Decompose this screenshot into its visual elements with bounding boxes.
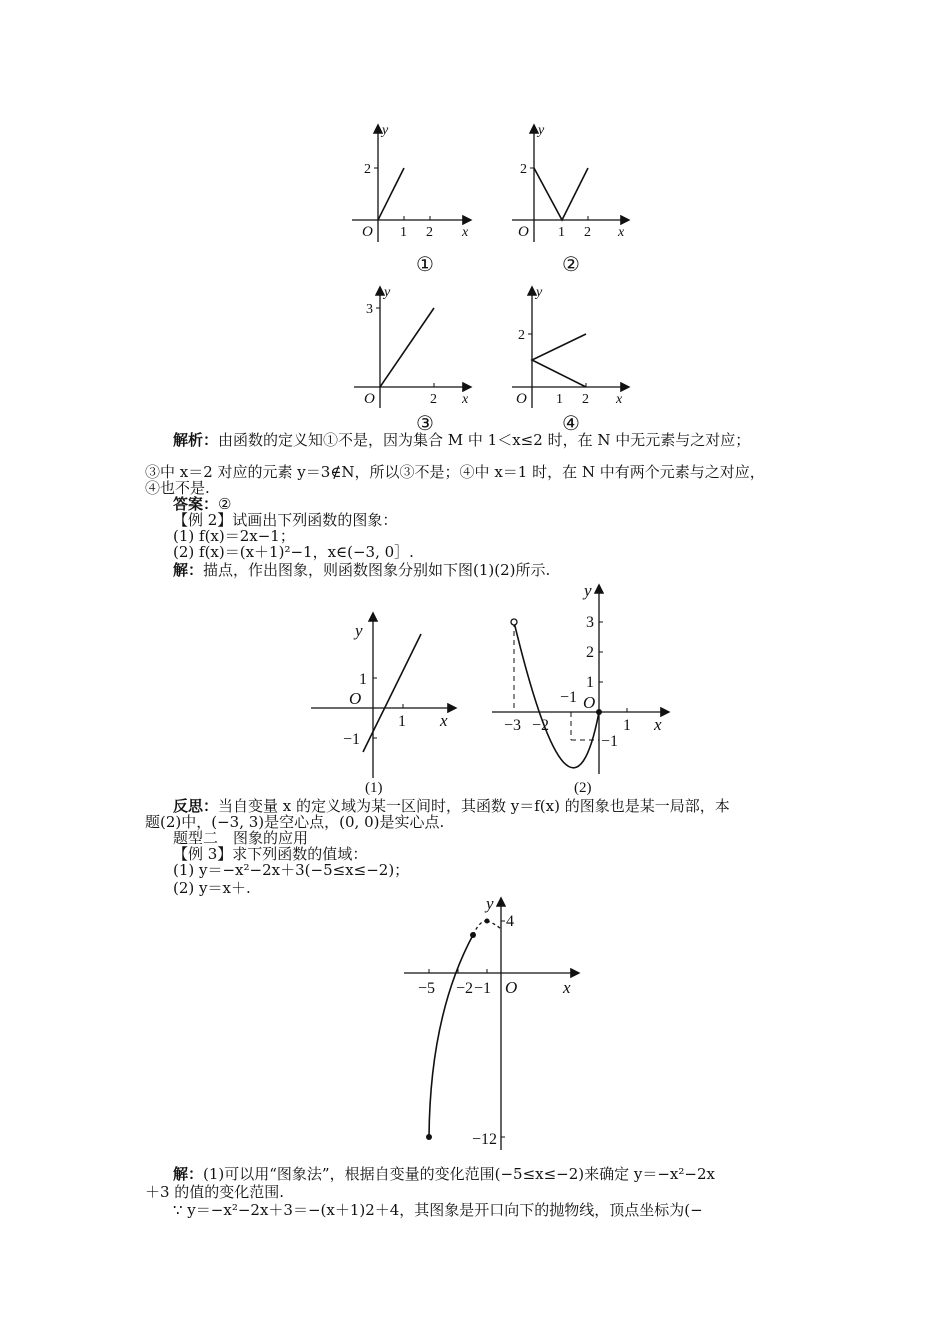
example-3-title: 【例 3】求下列函数的值域： — [173, 845, 368, 863]
svg-text:(2): (2) — [574, 780, 592, 796]
caption-2: ② — [562, 252, 580, 276]
reflection-line-2: 题(2)中，(−3, 3)是空心点，(0, 0)是实心点. — [145, 813, 445, 831]
solution-3-line-3: ∵ y＝−x²−2x＋3＝−(x＋1)2＋4，其图象是开口向下的抛物线，顶点坐标为(− — [173, 1201, 703, 1219]
graph-line — [378, 168, 404, 220]
svg-text:y: y — [584, 581, 592, 600]
svg-text:4: 4 — [506, 913, 514, 930]
svg-text:O: O — [364, 391, 375, 407]
svg-text:x: x — [654, 715, 662, 734]
svg-text:1: 1 — [359, 671, 367, 688]
svg-text:O: O — [505, 978, 518, 997]
parabola-arc — [429, 935, 473, 1137]
example-2-q1: (1) f(x)＝2x−1； — [173, 527, 295, 545]
graph-line — [380, 308, 434, 387]
reflection-line-1: 反思：当自变量 x 的定义域为某一区间时，其函数 y＝f(x) 的图象也是某一局部，本 — [173, 797, 730, 815]
example-2-q2: (2) f(x)＝(x＋1)²−1，x∈(−3, 0］. — [173, 543, 414, 561]
svg-text:−1: −1 — [343, 731, 361, 748]
svg-text:y: y — [355, 621, 363, 640]
svg-text:x: x — [563, 978, 571, 997]
svg-text:2: 2 — [584, 225, 591, 240]
svg-text:2: 2 — [430, 392, 437, 407]
svg-text:3: 3 — [366, 302, 373, 317]
svg-text:O: O — [583, 693, 596, 712]
svg-text:−3: −3 — [504, 717, 522, 734]
svg-text:2: 2 — [518, 328, 525, 343]
svg-text:1: 1 — [558, 225, 565, 240]
analysis-line-3: ④也不是. — [145, 479, 210, 497]
x-label: x — [462, 225, 469, 240]
end-point-left — [426, 1134, 432, 1140]
svg-text:−2: −2 — [456, 980, 474, 997]
analysis-line-2: ③中 x＝2 对应的元素 y＝3∉N，所以③不是；④中 x＝1 时，在 N 中有两个元素与之对应， — [145, 463, 765, 481]
graph-2 — [498, 120, 638, 250]
caption-4: ④ — [562, 411, 580, 435]
svg-text:y: y — [384, 285, 391, 300]
answer-line: 答案：② — [173, 495, 232, 513]
example-2-title: 【例 2】试画出下列函数的图象： — [173, 511, 398, 529]
tick-x-1: 1 — [400, 225, 407, 240]
vertex-point — [485, 919, 490, 924]
svg-text:(1): (1) — [365, 780, 383, 796]
caption-1: ① — [416, 252, 434, 276]
svg-text:−5: −5 — [418, 980, 436, 997]
origin-label: O — [362, 224, 373, 240]
analysis-line-1: 解析：由函数的定义知①不是，因为集合 M 中 1＜x≤2 时，在 N 中无元素与之对应； — [173, 431, 751, 449]
end-point-right — [470, 932, 476, 938]
svg-text:2: 2 — [582, 392, 589, 407]
y-label: y — [382, 123, 389, 138]
graph-line — [534, 168, 588, 220]
svg-text:−1: −1 — [601, 733, 619, 750]
solution-3-line-2: ＋3 的值的变化范围. — [145, 1183, 285, 1201]
graph-example-2-a — [305, 600, 465, 795]
graph-example-3 — [400, 895, 590, 1155]
svg-text:1: 1 — [556, 392, 563, 407]
solution-3-line-1: 解：(1)可以用“图象法”，根据自变量的变化范围(−5≤x≤−2)来确定 y＝−x²−2x — [173, 1165, 715, 1183]
svg-text:y: y — [486, 894, 494, 913]
section-type-2: 题型二 图象的应用 — [173, 829, 309, 847]
graph-1 — [340, 120, 480, 250]
svg-text:x: x — [462, 392, 469, 407]
svg-text:2: 2 — [520, 162, 527, 177]
svg-text:2: 2 — [586, 644, 594, 661]
svg-text:O: O — [349, 689, 362, 708]
example-3-q1: (1) y＝−x²−2x＋3(−5≤x≤−2)； — [173, 861, 410, 879]
caption-3: ③ — [416, 411, 434, 435]
svg-text:x: x — [440, 711, 448, 730]
svg-text:y: y — [538, 123, 545, 138]
example-2-solution: 解：描点，作出图象，则函数图象分别如下图(1)(2)所示. — [173, 561, 551, 579]
graph-4 — [498, 282, 638, 412]
svg-text:−1: −1 — [560, 689, 578, 706]
open-point — [511, 619, 517, 625]
tick-x-2: 2 — [426, 225, 433, 240]
graph-3 — [340, 282, 480, 412]
line-2x-minus-1 — [363, 634, 421, 752]
svg-text:3: 3 — [586, 614, 594, 631]
svg-text:1: 1 — [623, 717, 631, 734]
svg-text:x: x — [616, 392, 623, 407]
graph-line — [532, 334, 586, 387]
svg-text:−12: −12 — [472, 1131, 498, 1148]
svg-text:−1: −1 — [474, 980, 492, 997]
svg-text:O: O — [516, 391, 527, 407]
example-3-q2: (2) y＝x＋. — [173, 879, 251, 897]
solid-point — [596, 709, 602, 715]
svg-text:−2: −2 — [532, 717, 550, 734]
graph-example-2-b — [484, 578, 680, 795]
svg-text:y: y — [536, 285, 543, 300]
svg-text:O: O — [518, 224, 529, 240]
svg-text:x: x — [618, 225, 625, 240]
svg-text:1: 1 — [398, 713, 406, 730]
tick-y-2: 2 — [364, 162, 371, 177]
svg-text:1: 1 — [586, 674, 594, 691]
